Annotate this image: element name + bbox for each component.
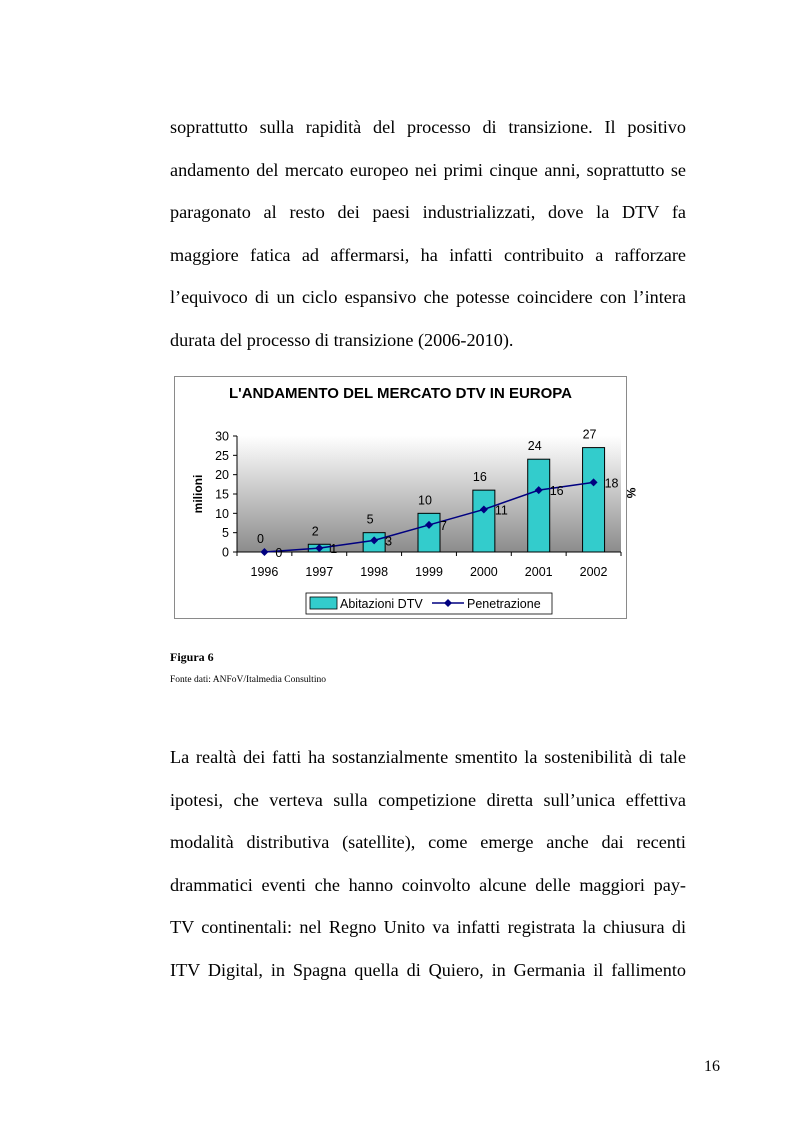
- line-value-label: 7: [440, 518, 447, 533]
- x-axis-ticks: [237, 552, 621, 579]
- y-tick-label: 30: [215, 429, 229, 444]
- x-tick-label: 2000: [469, 565, 498, 579]
- line-value-label: 3: [385, 534, 393, 549]
- line-value-label: 11: [494, 503, 508, 518]
- text-line: andamento del mercato europeo nei primi cinque anni, soprattutto se: [170, 159, 686, 180]
- legend-label-bar: Abitazioni DTV: [340, 597, 423, 611]
- y-tick-label: 15: [215, 487, 229, 502]
- bar: [583, 448, 605, 552]
- text-line: drammatici eventi che hanno coinvolto alcune delle maggiori pay-: [170, 874, 686, 895]
- page-number: 16: [704, 1058, 720, 1075]
- bar-value-label: 24: [527, 439, 542, 454]
- x-tick-label: 1997: [305, 565, 334, 579]
- text-line: durata del processo di transizione (2006-2010).: [170, 329, 514, 350]
- text-line: modalità distributiva (satellite), come emerge anche dai recenti: [170, 832, 686, 853]
- x-tick-label: 1996: [250, 565, 279, 579]
- bar-value-label: 16: [472, 470, 487, 485]
- y-axis-ticks: [215, 430, 237, 560]
- x-tick-label: 1998: [360, 565, 389, 579]
- chart-canvas: [175, 377, 638, 618]
- bar: [418, 513, 440, 552]
- x-tick-label: 1999: [415, 565, 443, 579]
- text-line: soprattutto sulla rapidità del processo di transizione. Il positivo: [170, 117, 686, 137]
- bar: [528, 459, 550, 552]
- bar-value-label: 2: [311, 524, 319, 539]
- bar-value-label: 27: [582, 427, 597, 442]
- y-tick-label: 25: [215, 448, 229, 463]
- line-value-label: 18: [604, 476, 619, 491]
- paragraph-2: [170, 736, 686, 992]
- line-value-label: 1: [330, 542, 338, 557]
- text-line: maggiore fatica ad affermarsi, ha infatti contribuito a rafforzare: [170, 244, 686, 265]
- text-line: l’equivoco di un ciclo espansivo che potesse coincidere con l’intera: [170, 287, 686, 308]
- figure-label: Figura 6: [170, 650, 214, 664]
- bar-value-label: 0: [256, 532, 264, 546]
- text-line: paragonato al resto dei paesi industrializzati, dove la DTV fa: [170, 202, 686, 223]
- x-tick-label: 2001: [524, 565, 553, 579]
- text-line: La realtà dei fatti ha sostanzialmente smentito la sostenibilità di tale: [170, 747, 686, 767]
- bar-value-label: 10: [418, 493, 432, 508]
- chart: [174, 376, 638, 619]
- y-tick-label: 20: [215, 468, 229, 483]
- y-axis-label-right: %: [624, 487, 638, 499]
- text-line: ITV Digital, in Spagna quella di Quiero, in Germania il fallimento: [170, 959, 686, 980]
- line-value-label: 0: [275, 546, 283, 560]
- chart-title: L'ANDAMENTO DEL MERCATO DTV IN EUROPA: [228, 385, 573, 402]
- y-tick-label: 5: [222, 526, 229, 541]
- figure-source: Fonte dati: ANFoV/Italmedia Consultino: [170, 675, 326, 685]
- legend-swatch-bar: [310, 597, 337, 609]
- y-axis-label: milioni: [191, 474, 205, 514]
- text-line: TV continentali: nel Regno Unito va infatti registrata la chiusura di: [170, 917, 686, 938]
- y-tick-label: 10: [215, 506, 229, 521]
- line-value-label: 16: [549, 484, 564, 499]
- y-tick-label: 0: [222, 545, 229, 560]
- paragraph-1: [170, 106, 686, 362]
- bar-value-label: 5: [366, 512, 374, 527]
- legend-label-line: Penetrazione: [467, 597, 541, 611]
- x-tick-label: 2002: [579, 565, 608, 579]
- chart-legend: [306, 593, 552, 614]
- bar: [473, 490, 495, 552]
- text-line: ipotesi, che verteva sulla competizione diretta sull’unica effettiva: [170, 789, 686, 810]
